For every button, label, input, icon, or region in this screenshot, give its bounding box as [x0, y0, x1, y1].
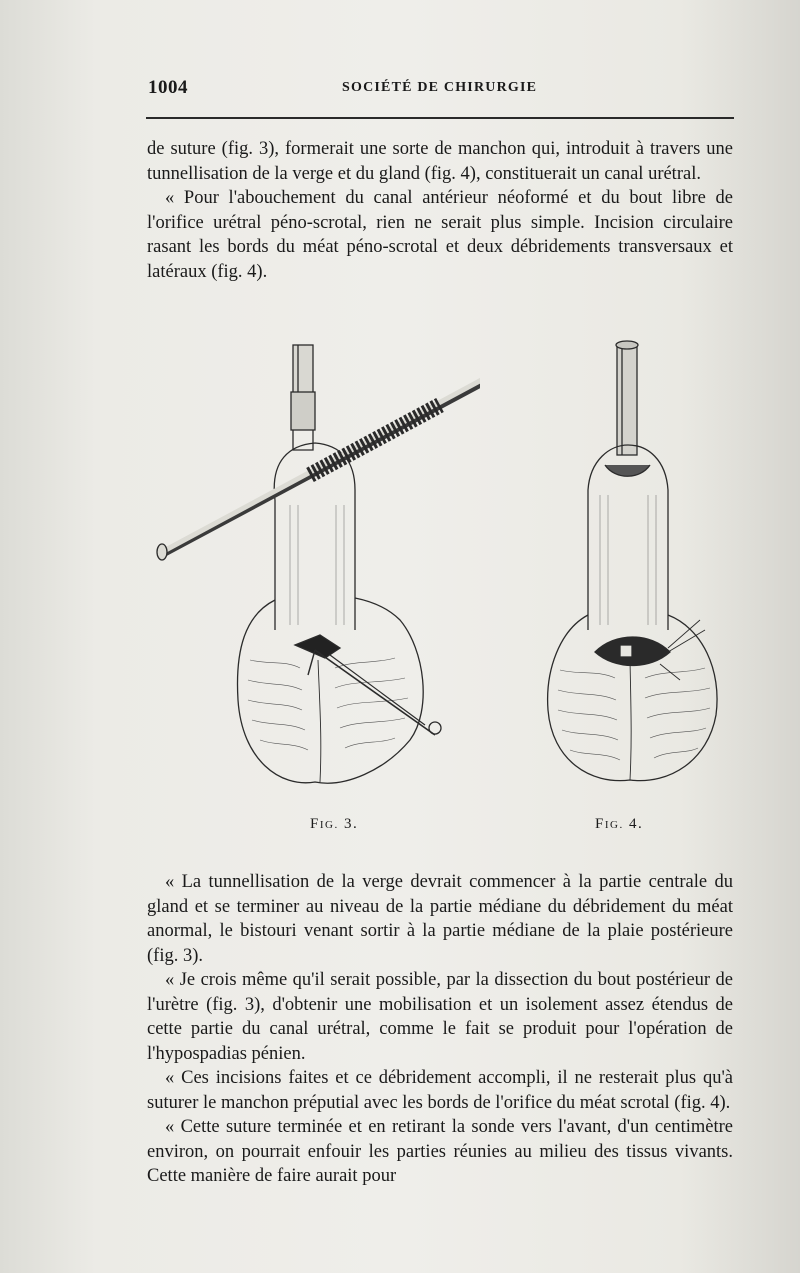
paragraph: « Ces incisions faites et ce débridement accompli, il ne resterait plus qu'à suturer le manchon préputial avec les bords de l'orifice du méat scrotal (fig. 4).: [147, 1068, 733, 1113]
paragraph: « Cette suture terminée et en retirant la sonde vers l'avant, d'un centimètre environ, on pourrait enfouir les parties réunies au milieu des tissus vivants. Cette manière de faire aurait pour: [147, 1117, 733, 1186]
paragraph: « La tunnellisation de la verge devrait commencer à la partie centrale du gland et se terminer au niveau de la partie médiane du débridement du méat anormal, le bistouri venant sortir à la partie médiane de la plaie postérieure (fig. 3).: [147, 872, 733, 966]
paragraph: « Je crois même qu'il serait possible, par la dissection du bout postérieur de l'urètre (fig. 3), d'obtenir une mobilisation et un isolement assez étendus de cette partie du canal urétral, comme le fait se produit pour l'opération de l'hypospadias pénien.: [147, 970, 733, 1064]
figure-3-illustration: [150, 330, 480, 800]
body-text-bottom: [147, 870, 733, 1189]
figure-4-caption: FIG. 4.: [595, 816, 644, 832]
paragraph: de suture (fig. 3), formerait une sorte de manchon qui, introduit à travers une tunnellisation de la verge et du gland (fig. 4), constituerait un canal urétral.: [147, 139, 733, 184]
paragraph: « Pour l'abouchement du canal antérieur néoformé et du bout libre de l'orifice urétral péno-scrotal, rien ne serait plus simple. Incision circulaire rasant les bords du méat péno-scrotal et deux débridements transversaux et latéraux (fig. 4).: [147, 188, 733, 282]
figure-4-illustration: [520, 330, 740, 800]
body-text-top: [147, 137, 733, 284]
figure-3-caption: FIG. 3.: [310, 816, 359, 832]
running-head: SOCIÉTÉ DE CHIRURGIE: [342, 80, 538, 95]
header-rule: [146, 117, 734, 119]
page-number: 1004: [148, 77, 188, 98]
